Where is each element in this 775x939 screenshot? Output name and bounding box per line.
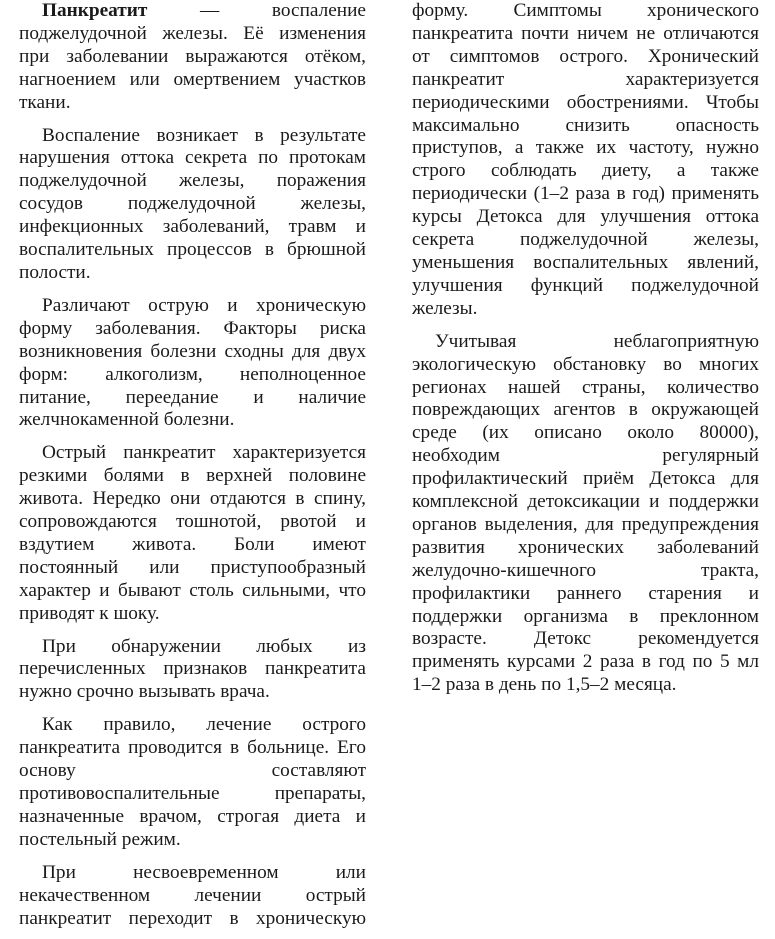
paragraph-acute-symptoms: Острый панкреатит характеризуется резкими болями в верхней половине живота. Нередко они отдаются в спину, сопровождаются тошнотой, рвотой и вздутием живота. Боли имеют постоянный или приступообразный характер и бывают столь сильными, что приводят к шоку. — [19, 442, 366, 624]
paragraph-forms: Различают острую и хроническую форму заболевания. Факторы риска возникновения болезни сходны для двух форм: алкоголизм, неполноценное питание, переедание и наличие желчнокаменной болезни. — [19, 294, 366, 431]
paragraph-acute-treatment: Как правило, лечение острого панкреатита проводится в больнице. Его основу составляют противовоспалительные препараты, назначенные врачом, строгая диета и постельный режим. — [19, 714, 366, 850]
paragraph-prevention: Учитывая неблагоприятную экологическую обстановку во многих регионах нашей страны, количество повреждающих агентов в окружающей среде (их описано около 80000), необходим регулярный профилактический приём Детокса для комплексной детоксикации и поддержки органов выделения, для предупреждения развития хронических заболеваний желудочно-кишечного тракта, профилактики раннего старения и поддержки организма в преклонном возрасте. Детокс рекомендуется применять курсами 2 раза в год по 5 мл 1–2 раза в день по 1,5–2 месяца. — [412, 330, 759, 696]
paragraph-causes: Воспаление возникает в результате нарушения оттока секрета по протокам поджелудочной железы, поражения сосудов поджелудочной железы, инфекционных заболеваний, травм и воспалительных процессов в брюшной полости. — [19, 124, 366, 283]
paragraph-call-doctor: При обнаружении любых из перечисленных признаков панкреатита нужно срочно вызывать врача. — [19, 635, 366, 703]
paragraph-definition — [19, 0, 366, 115]
paragraph-chronic-form: При несвоевременном или некачественном лечении острый панкреатит переходит в хроническую форму. Симптомы хронического панкреатита почти ничем не отличаются от симптомов острого. Хронический панкреатит характеризуется периодическими обострениями. Чтобы максимально снизить опасность приступов, а также их частоту, нужно строго соблюдать диету, а также периодически (1–2 раза в год) применять курсы Детокса для улучшения оттока секрета поджелудочной железы, уменьшения воспалительных явлений, улучшения функций поджелудочной железы. — [19, 0, 759, 929]
paragraph-definition-text: — воспаление поджелудочной железы. Её изменения при заболевании выражаются отёком, нагноением или омертвением участков ткани. — [19, 0, 366, 113]
article-body — [19, 0, 759, 935]
lead-term: Панкреатит — [42, 0, 148, 21]
